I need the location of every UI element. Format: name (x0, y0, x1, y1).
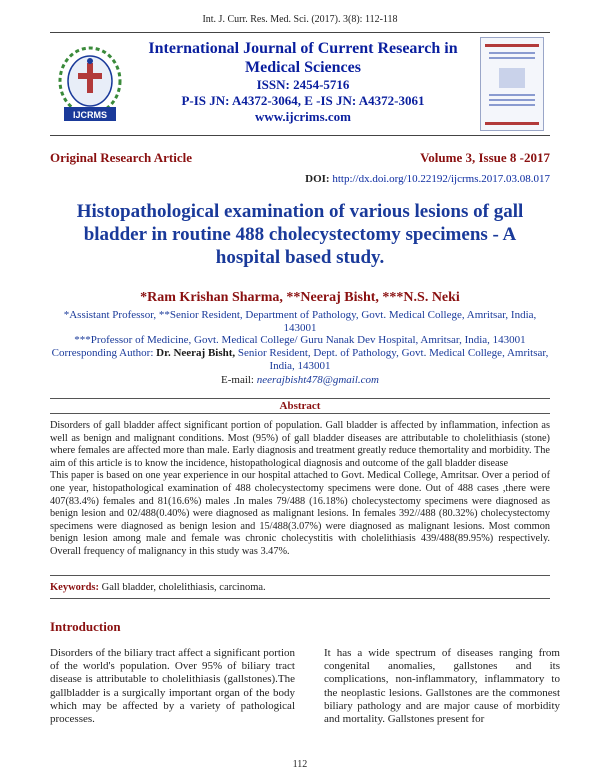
corresponding-label: Corresponding Author: (51, 347, 154, 359)
keywords-label: Keywords: (50, 582, 99, 593)
divider (50, 598, 550, 599)
citation-header: Int. J. Curr. Res. Med. Sci. (2017). 3(8): 112-118 (202, 14, 398, 25)
email-label: E-mail: (221, 374, 254, 386)
journal-pissn: P-IS JN: A4372-3064, E -IS JN: A4372-3061 (181, 93, 425, 108)
journal-website[interactable]: www.ijcrims.com (254, 109, 352, 124)
volume-issue: Volume 3, Issue 8 -2017 (420, 150, 550, 165)
corresponding-author (50, 347, 550, 373)
doi-link[interactable]: http://dx.doi.org/10.22192/ijcrms.2017.03.08.017 (332, 173, 550, 185)
introduction-column-left: Disorders of the biliary tract affect a significant portion of the world's population. Over 95% of biliary tract disease is attributable to cholelithiasis (gallstones).The gallbladder is a surgically important organ of the body which may be affected by a variety of pathological processes. (50, 647, 295, 726)
email-line (50, 374, 550, 386)
doi-line (305, 173, 550, 185)
abstract-paragraph-1: Disorders of gall bladder affect significant portion of population. Gall bladder is affected by inflammation, infection as well as benign and malignant conditions. Most (95%) of gall bladder diseases are attributable to cholelithiasis (stone) where females are affected more than male. Early diagnosis and treatment greatly reduce themortality and morbidity. The aim of this article is to know the incidence, histopathological diagnosis and outcome of the gall bladder disease (50, 420, 550, 469)
divider (50, 575, 550, 576)
keywords-value: Gall bladder, cholelithiasis, carcinoma. (101, 582, 266, 593)
doi-label: DOI: (305, 173, 330, 185)
journal-header (50, 32, 550, 136)
journal-cover-thumbnail (480, 37, 544, 131)
laurel-logo-icon (56, 45, 124, 127)
svg-text:IJCRMS: IJCRMS (72, 110, 108, 120)
article-title: Histopathological examination of various lesions of gall bladder in routine 488 cholecystectomy specimens - A hospital based study. (76, 201, 524, 268)
journal-logo (56, 45, 124, 127)
author-list: *Ram Krishan Sharma, **Neeraj Bisht, ***N.S. Neki (140, 290, 460, 305)
abstract-body (50, 420, 550, 559)
article-type: Original Research Article (50, 150, 193, 165)
corresponding-affiliation: Senior Resident, Dept. of Pathology, Govt. Medical College, Amritsar, India, 143001 (237, 347, 549, 372)
abstract-heading: Abstract (50, 398, 550, 414)
journal-title: International Journal of Current Research in Medical Sciences (148, 40, 458, 76)
keywords-line (50, 582, 550, 593)
abstract-paragraph-2: This paper is based on one year experience in our hospital attached to Govt. Medical College, Amritsar. Over a period of one year, histopathological examination of 488 cholecystectomy specimens were done. Out of 488 cases ,there were 407(83.4%) females and 81(16.6%) males .In males 79/488 (16.18%) cholecystectomy specimens were diagnosed as benign lesion and 02/488(0.40%) were diagnosed as malignant lesions. In females 392//488 (80.32%) cholecystectomy specimens were diagnosed as benign lesion and 15/488(3.07%) were diagnosed as malignant lesions. Most common benign lesion among male and female was chronic cholecystitis with cholelithiasis 439/488(89.95%) respectively. Overall frequency of malignancy in this study was 3.47%. (50, 470, 550, 557)
page-number: 112 (292, 759, 308, 770)
affiliation-2: ***Professor of Medicine, Govt. Medical College/ Guru Nanak Dev Hospital, Amritsar, India, 143001 (74, 334, 526, 346)
journal-issn: ISSN: 2454-5716 (256, 77, 350, 92)
introduction-column-right: It has a wide spectrum of diseases ranging from congenital anomalies, gallstones and its complications, non-inflammatory, inflammatory to the neoplastic lesions. Gallstones are the commonest biliary pathology and are major cause of morbidity and mortality. Gallstones present for (324, 647, 560, 726)
corresponding-name: Dr. Neeraj Bisht, (156, 347, 236, 359)
affiliation-1: *Assistant Professor, **Senior Resident, Department of Pathology, Govt. Medical College, Amritsar, India, 143001 (63, 309, 537, 334)
email-link[interactable]: neerajbisht478@gmail.com (256, 374, 379, 386)
introduction-heading: Introduction (50, 619, 121, 634)
journal-info (138, 39, 468, 125)
